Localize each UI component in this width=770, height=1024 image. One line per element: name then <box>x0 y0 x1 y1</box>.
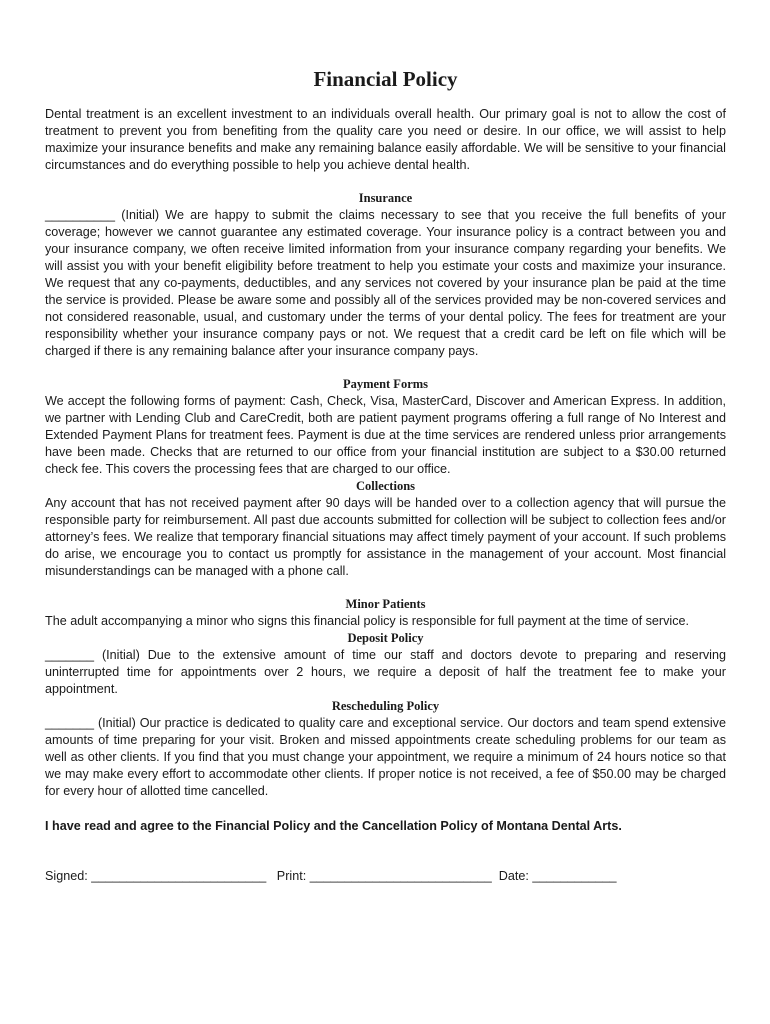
section-heading-payment-forms: Payment Forms <box>342 377 429 391</box>
spacer <box>45 360 726 376</box>
section-heading-insurance: Insurance <box>358 191 413 205</box>
section-body-minor-patients: The adult accompanying a minor who signs this financial policy is responsible for full payment at the time of service. <box>45 614 689 628</box>
section-heading-collections: Collections <box>355 479 416 493</box>
financial-policy-document <box>45 66 726 885</box>
section-body-payment-forms: We accept the following forms of payment: Cash, Check, Visa, MasterCard, Discover and American Express. In addition, we partner with Lending Club and CareCredit, both are patient payment programs offering a full range of No Interest and Extended Payment Plans for treatment fees. Payment is due at the time services are rendered unless prior arrangements have been made. Checks that are returned to our office from your financial institution are subject to a $30.00 returned check fee. This covers the processing fees that are charged to our office. <box>45 394 726 476</box>
section-collections <box>45 478 726 580</box>
section-body-deposit-policy: _______ (Initial) Due to the extensive amount of time our staff and doctors devote to preparing and reserving uninterrupted time for appointments over 2 hours, we require a deposit of half the treatment fee to make your appointment. <box>45 648 726 696</box>
section-heading-deposit-policy: Deposit Policy <box>347 631 424 645</box>
spacer <box>45 580 726 596</box>
intro-paragraph: Dental treatment is an excellent investment to an individuals overall health. Our primary goal is not to allow the cost of treatment to prevent you from benefiting from the quality care you need or desire. In our office, we will assist to help maximize your insurance benefits and make any remaining balance easily affordable. We will be sensitive to your financial circumstances and do everything possible to help you achieve dental health. <box>45 107 726 172</box>
section-body-insurance: __________ (Initial) We are happy to submit the claims necessary to see that you receive the full benefits of your coverage; however we cannot guarantee any estimated coverage. Your insurance policy is a contract between you and your insurance company, we often receive limited information from your insurance company regarding your benefits. We will assist you with your benefit eligibility before treatment to help you estimate your costs and maximize your insurance. We request that any co-payments, deductibles, and any services not covered by your insurance plan be paid at the time the service is provided. Please be aware some and possibly all of the services provided may be non-covered services and not considered reasonable, usual, and customary under the terms of your dental policy. The fees for treatment are your responsibility whether your insurance company pays or not. We request that a credit card be left on file which will be charged if there is any remaining balance after your insurance company pays. <box>45 208 726 358</box>
section-heading-minor-patients: Minor Patients <box>345 597 426 611</box>
spacer <box>45 835 726 868</box>
section-rescheduling-policy <box>45 698 726 800</box>
signature-line: Signed: _________________________ Print: __________________________ Date: ____________ <box>45 869 617 883</box>
section-payment-forms <box>45 376 726 478</box>
section-body-collections: Any account that has not received payment after 90 days will be handed over to a collection agency that will pursue the responsible party for reimbursement. All past due accounts submitted for collection will be subject to collection fees and/or attorney’s fees. We realize that temporary financial situations may affect timely payment of your account. If such problems do arise, we encourage you to contact us promptly for assistance in the management of your account. Most financial misunderstandings can be managed with a phone call. <box>45 496 726 578</box>
spacer <box>45 174 726 190</box>
agreement-statement: I have read and agree to the Financial Policy and the Cancellation Policy of Montana Dental Arts. <box>45 819 622 833</box>
section-minor-patients <box>45 596 726 630</box>
spacer <box>45 800 726 818</box>
section-body-rescheduling-policy: _______ (Initial) Our practice is dedicated to quality care and exceptional service. Our doctors and team spend extensive amounts of time preparing for your visit. Broken and missed appointments create scheduling problems for our team as well as other clients. If you find that you must change your appointment, we require a minimum of 24 hours notice so that we may make every effort to accommodate other clients. If proper notice is not received, a fee of $50.00 may be charged for every hour of allotted time cancelled. <box>45 716 726 798</box>
section-insurance <box>45 190 726 360</box>
section-deposit-policy <box>45 630 726 698</box>
document-title: Financial Policy <box>313 67 458 91</box>
section-heading-rescheduling-policy: Rescheduling Policy <box>331 699 440 713</box>
